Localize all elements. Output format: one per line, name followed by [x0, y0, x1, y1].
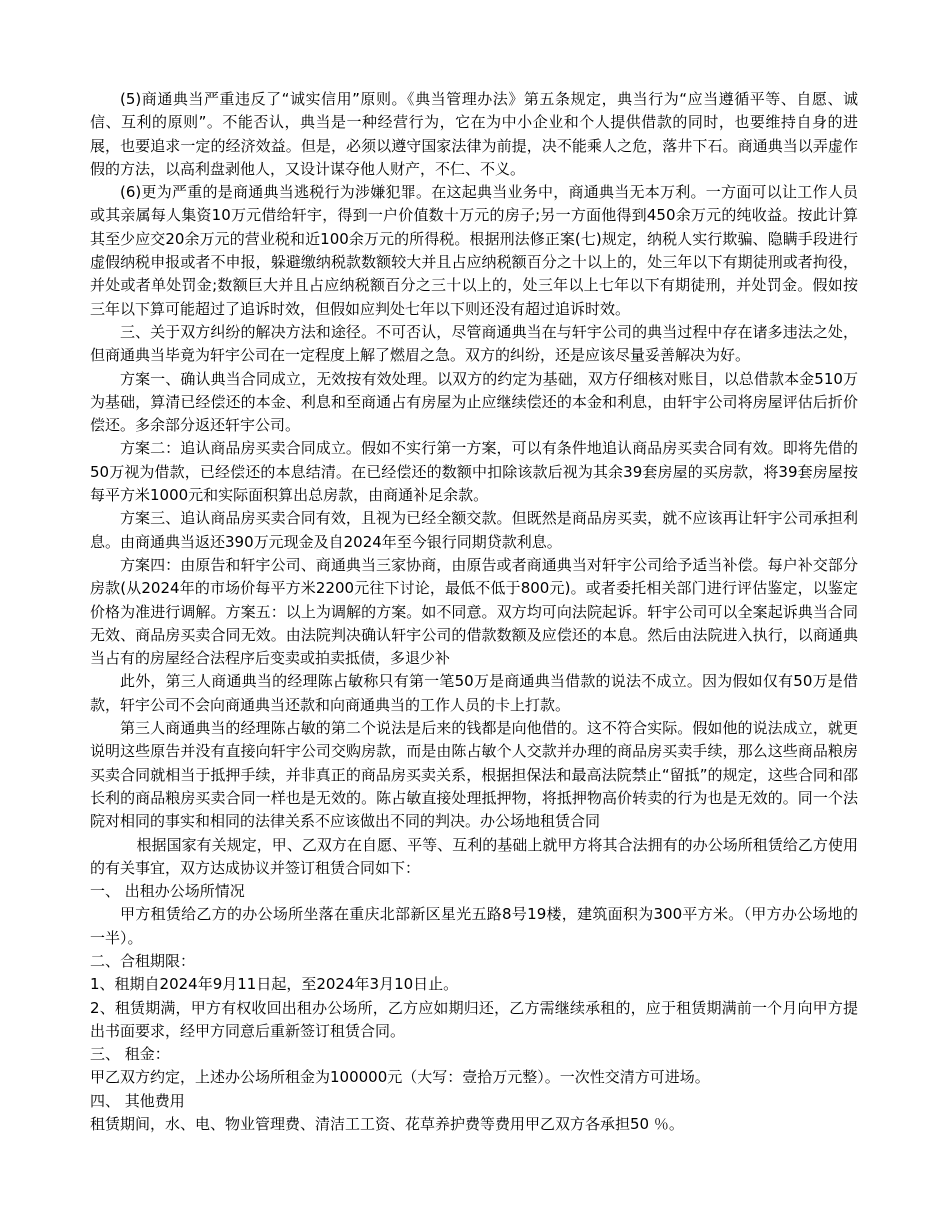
paragraph-6-tax-evasion: (6)更为严重的是商通典当逃税行为涉嫌犯罪。在这起典当业务中，商通典当无本万利。一方面可以让工作人员或其亲属每人集资10万元借给轩宇，得到一户价值数十万元的房子;另一方面他得到450余万元的纯收益。按此计算其至少应交20余万元的营业税和近100余万元的所得税。根据刑法修正案(七)规定，纳税人实行欺骗、隐瞒手段进行虚假纳税申报或者不申报，躲避缴纳税款数额较大并且占应纳税额百分之十以上的，处三年以下有期徒刑或者拘役，并处或者单处罚金;数额巨大并且占应纳税额百分之三十以上的，处三年以上七年以下有期徒刑，并处罚金。假如按三年以下算可能超过了追诉时效，但假如应判处七年以下则还没有超过追诉时效。	[90, 183, 858, 318]
section-heading-premises: 一、 出租办公场所情况	[90, 882, 245, 901]
paragraph-manager-claim-1: 此外，第三人商通典当的经理陈占敏称只有第一笔50万是商通典当借款的说法不成立。因为假如仅有50万是借款，轩宇公司不会向商通典当还款和向商通典当的工作人员的卡上打款。	[90, 672, 858, 714]
document-page	[90, 88, 858, 1136]
section-heading-rent: 三、 租金：	[90, 1045, 170, 1064]
clause-term-1: 1、租期自2024年9月11日起，至2024年3月10日止。	[90, 975, 459, 994]
paragraph-plan-4-5: 方案四：由原告和轩宇公司、商通典当三家协商，由原告或者商通典当对轩宇公司给予适当补偿。每户补交部分房款(从2024年的市场价每平方米2200元往下讨论，最低不低于800元)。或者委托相关部门进行评估鉴定，以鉴定价格为准进行调解。方案五：以上为调解的方案。如不同意。双方均可向法院起诉。轩宇公司可以全案起诉典当合同无效、商品房买卖合同无效。由法院判决确认轩宇公司的借款数额及应偿还的本息。然后由法院进入执行，以商通典当占有的房屋经合法程序后变卖或拍卖抵债，多退少补	[90, 555, 858, 668]
section-heading-term: 二、合租期限：	[90, 951, 196, 970]
paragraph-premises-location: 甲方租赁给乙方的办公场所坐落在重庆北部新区星光五路8号19楼，建筑面积为300平方米。（甲方办公场地的一半）。	[90, 905, 858, 947]
clause-rent-amount: 甲乙双方约定，上述办公场所租金为100000元（大写：壹拾万元整）。一次性交清方可进场。	[90, 1068, 710, 1087]
section-heading-other-fees: 四、 其他费用	[90, 1091, 185, 1110]
paragraph-plan-3: 方案三、追认商品房买卖合同有效，且视为已经全额交款。但既然是商品房买卖，就不应该再让轩宇公司承担利息。由商通典当返还390万元现金及自2024年至今银行同期贷款利息。	[90, 509, 858, 551]
clause-term-2: 2、租赁期满，甲方有权收回出租办公场所，乙方应如期归还，乙方需继续承租的，应于租赁期满前一个月向甲方提出书面要求，经甲方同意后重新签订租赁合同。	[90, 998, 858, 1040]
paragraph-manager-claim-2: 第三人商通典当的经理陈占敏的第二个说法是后来的钱都是向他借的。这不符合实际。假如他的说法成立，就更说明这些原告并没有直接向轩宇公司交购房款，而是由陈占敏个人交款并办理的商品房买卖手续，那么这些商品粮房买卖合同就相当于抵押手续，并非真正的商品房买卖关系，根据担保法和最高法院禁止“留抵”的规定，这些合同和邵长利的商品粮房买卖合同一样也是无效的。陈占敏直接处理抵押物，将抵押物高价转卖的行为也是无效的。同一个法院对相同的事实和相同的法律关系不应该做出不同的判决。办公场地租赁合同	[90, 719, 858, 831]
paragraph-plan-1: 方案一、确认典当合同成立，无效按有效处理。以双方的约定为基础，双方仔细核对账目，以总借款本金510万为基础，算清已经偿还的本金、利息和至商通占有房屋为止应继续偿还的本金和利息，由轩宇公司将房屋评估后折价偿还。多余部分返还轩宇公司。	[90, 369, 858, 435]
paragraph-5-good-faith: (5)商通典当严重违反了“诚实信用”原则。《典当管理办法》第五条规定，典当行为“应当遵循平等、自愿、诚信、互利的原则”。不能否认，典当是一种经营行为，它在为中小企业和个人提供借款的同时，也要维持自身的进展，也要追求一定的经济效益。但是，必须以遵守国家法律为前提，决不能乘人之危，落井下石。商通典当以弄虚作假的方法，以高利盘剥他人，又设计谋夺他人财产，不仁、不义。	[90, 90, 858, 178]
clause-other-fees: 租赁期间，水、电、物业管理费、清洁工工资、花草养护费等费用甲乙双方各承担50 ％。	[90, 1115, 684, 1134]
paragraph-lease-preamble: 根据国家有关规定，甲、乙双方在自愿、平等、互利的基础上就甲方将其合法拥有的办公场所租赁给乙方使用的有关事宜，双方达成协议并签订租赁合同如下：	[90, 835, 858, 877]
paragraph-dispute-resolution: 三、关于双方纠纷的解决方法和途径。不可否认，尽管商通典当在与轩宇公司的典当过程中存在诸多违法之处，但商通典当毕竟为轩宇公司在一定程度上解了燃眉之急。双方的纠纷，还是应该尽量妥善解决为好。	[90, 322, 858, 365]
paragraph-plan-2: 方案二：追认商品房买卖合同成立。假如不实行第一方案，可以有条件地追认商品房买卖合同有效。即将先借的50万视为借款，已经偿还的本息结清。在已经偿还的数额中扣除该款后视为其余39套房屋的买房款，将39套房屋按每平方米1000元和实际面积算出总房款，由商通补足余款。	[90, 439, 858, 505]
